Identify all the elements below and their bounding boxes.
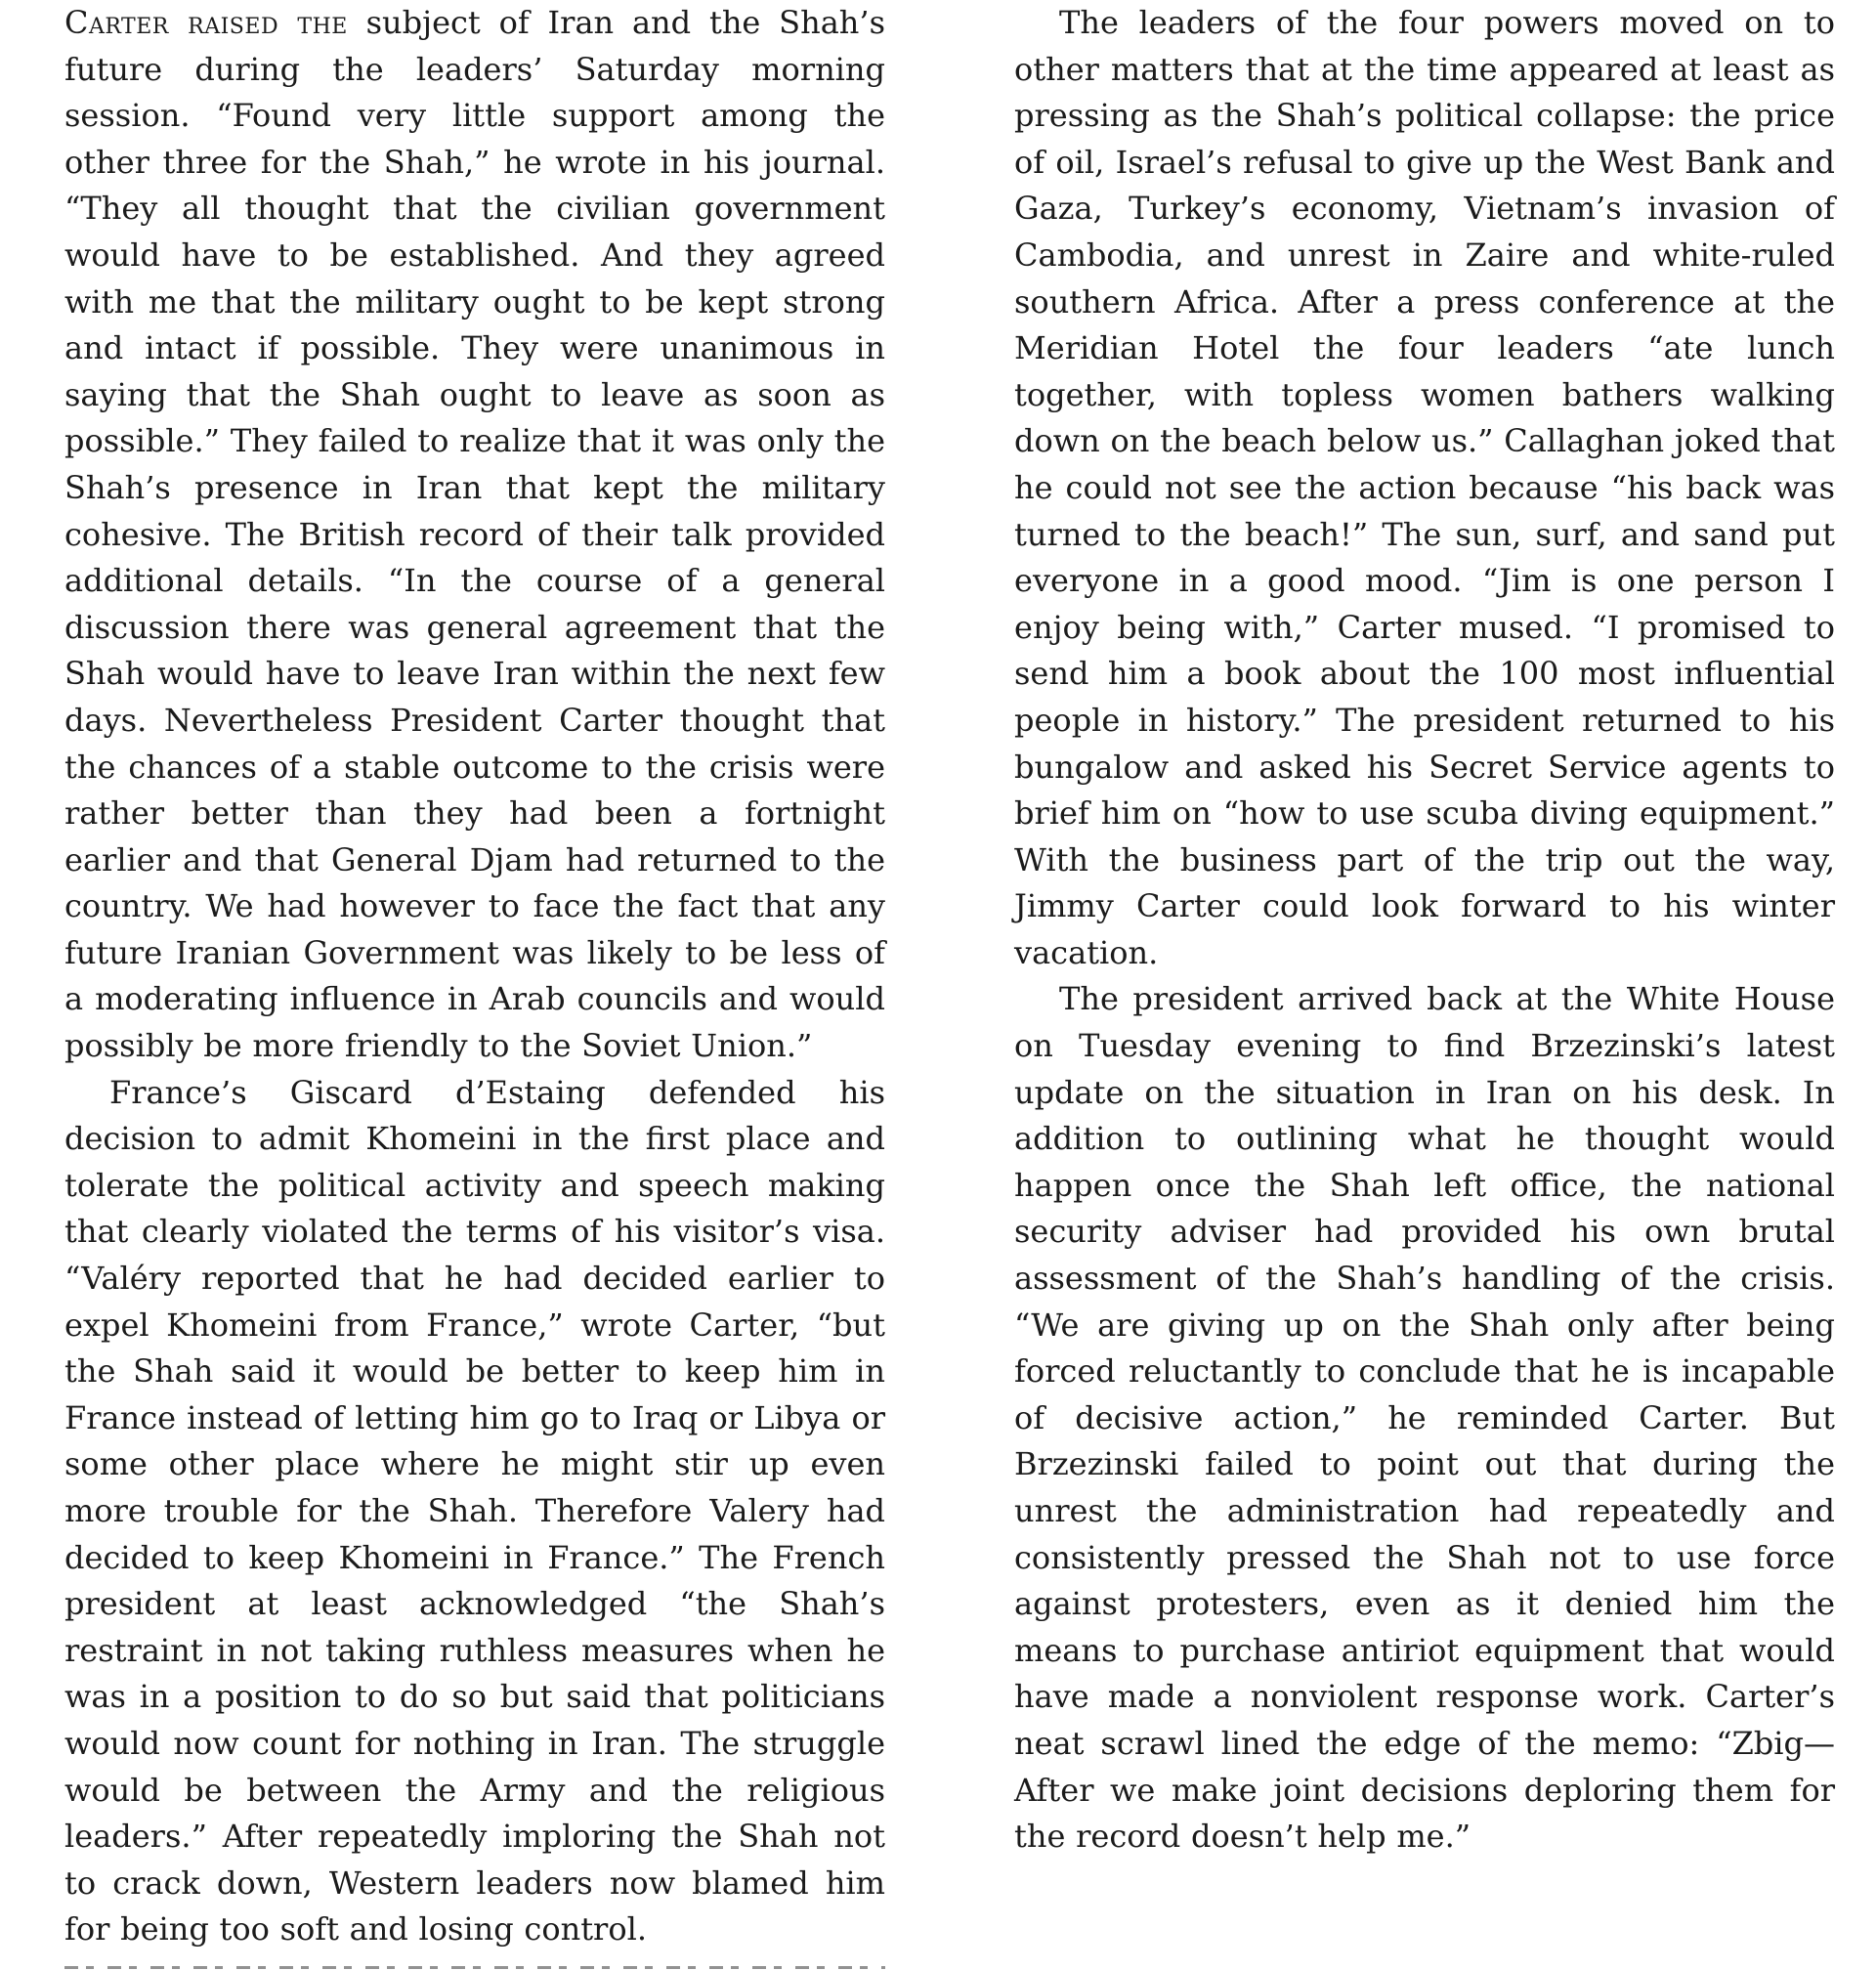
left-column bbox=[64, 0, 885, 1953]
paragraph-carter-journal bbox=[64, 0, 885, 1070]
paragraph-giscard: France’s Giscard d’Estaing defended his decision to admit Khomeini in the first place and tolerate the political activity and speech making that clearly violated the terms of his visitor’s visa. “Valéry reported that he had decided earlier to expel Khomeini from France,” wrote Carter, “but the Shah said it would be better to keep him in France instead of letting him go to Iraq or Libya or some other place where he might stir up even more trouble for the Shah. Therefore Valery had decided to keep Khomeini in France.” The French president at least acknowledged “the Shah’s restraint in not taking ruthless measures when he was in a position to do so but said that politicians would now count for nothing in Iran. The struggle would be between the Army and the religious leaders.” After repeatedly imploring the Shah not to crack down, Western leaders now blamed him for being too soft and losing control. bbox=[64, 1073, 885, 1949]
paragraph-body: subject of Iran and the Shah’s future during the leaders’ Saturday morning session. “Found very little support among the other three for the Shah,” he wrote in his journal. “They all thought that the civilian government would have to be established. And they agreed with me that the military ought to be kept strong and intact if possible. They were unanimous in saying that the Shah ought to leave as soon as possible.” They failed to realize that it was only the Shah’s presence in Iran that kept the military cohesive. The British record of their talk provided additional details. “In the course of a general discussion there was general agreement that the Shah would have to leave Iran within the next few days. Nevertheless President Carter thought that the chances of a stable outcome to the crisis were rather better than they had been a fortnight earlier and that General Djam had returned to the country. We had however to face the fact that any future Iranian Government was likely to be less of a moderating influence in Arab councils and would possibly be more friendly to the Soviet Union.” bbox=[64, 4, 885, 1065]
cropped-next-line bbox=[64, 1960, 885, 1970]
paragraph-brzezinski-memo: The president arrived back at the White House on Tuesday evening to find Brzezinski’s latest update on the situation in Iran on his desk. In addition to outlining what he thought would happen once the Shah left office, the national security adviser had provided his own brutal assessment of the Shah’s handling of the crisis. “We are giving up on the Shah only after being forced reluctantly to conclude that he is incapable of decisive action,” he reminded Carter. But Brzezinski failed to point out that during the unrest the administration had repeatedly and consistently pressed the Shah not to use force against protesters, even as it denied him the means to purchase antiriot equipment that would have made a nonviolent response work. Carter’s neat scrawl lined the edge of the memo: “Zbig—After we make joint decisions deploring them for the record doesn’t help me.” bbox=[1014, 980, 1835, 1856]
paragraph-four-powers: The leaders of the four powers moved on to other matters that at the time appeared at least as pressing as the Shah’s political collapse: the price of oil, Israel’s refusal to give up the West Bank and Gaza, Turkey’s economy, Vietnam’s invasion of Cambodia, and unrest in Zaire and white-ruled southern Africa. After a press conference at the Meridian Hotel the four leaders “ate lunch together, with topless women bathers walking down on the beach below us.” Callaghan joked that he could not see the action because “his back was turned to the beach!” The sun, surf, and sand put everyone in a good mood. “Jim is one person I enjoy being with,” Carter mused. “I promised to send him a book about the 100 most influential people in history.” The president returned to his bungalow and asked his Secret Service agents to brief him on “how to use scuba diving equipment.” With the business part of the trip out the way, Jimmy Carter could look forward to his winter vacation. bbox=[1014, 4, 1835, 971]
paragraph-lead-in: Carter raised the bbox=[64, 4, 348, 41]
right-column bbox=[1014, 0, 1835, 1861]
